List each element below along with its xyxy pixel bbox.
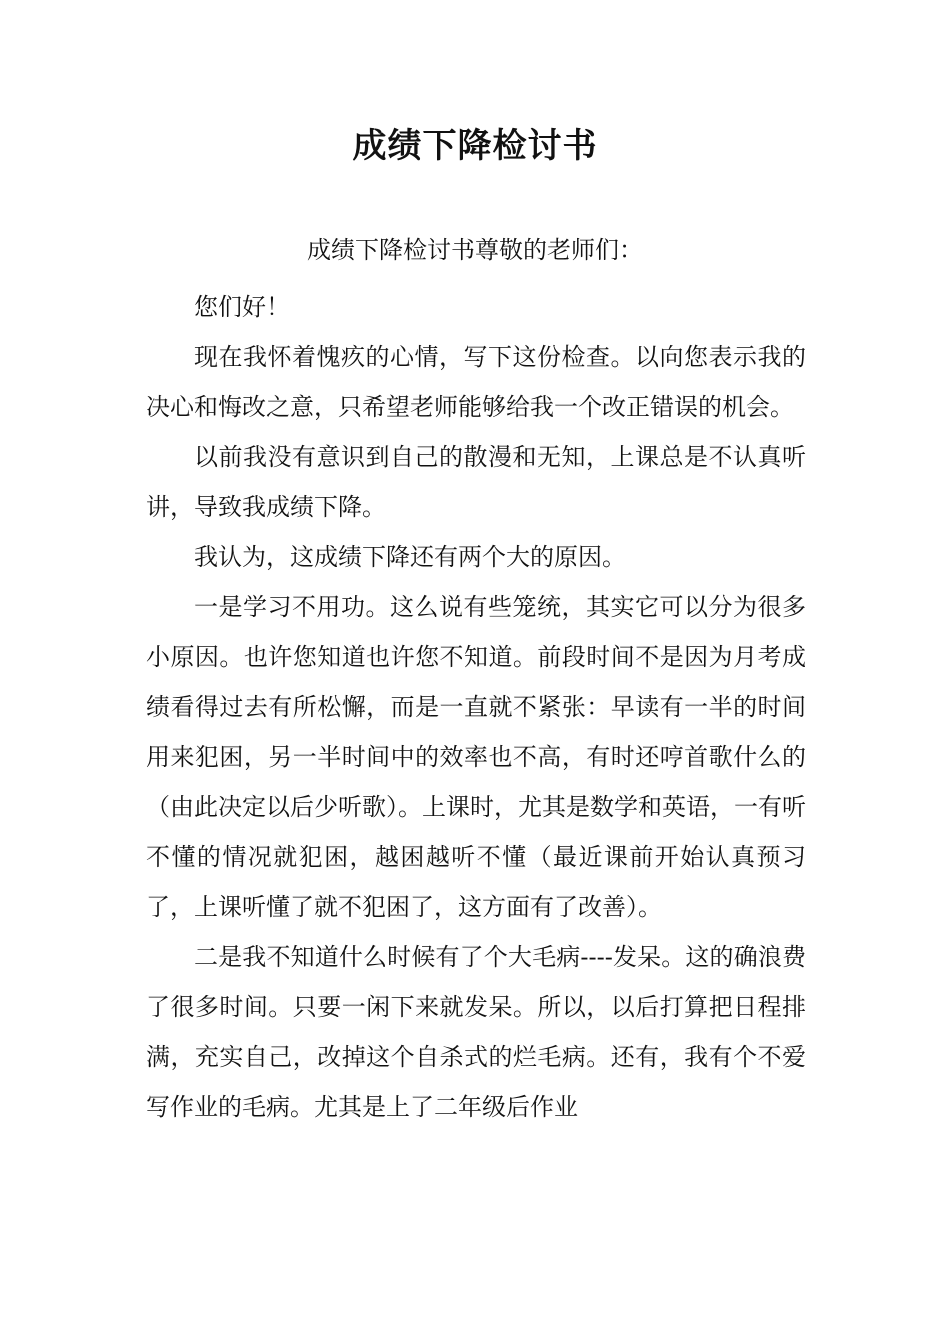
document-subtitle: 成绩下降检讨书尊敬的老师们： — [307, 236, 643, 264]
document-title: 成绩下降检讨书 — [352, 126, 598, 166]
paragraph: 一是学习不用功。这么说有些笼统，其实它可以分为很多小原因。也许您知道也许您不知道。前段时间不是因为月考成绩看得过去有所松懈，而是一直就不紧张：早读有一半的时间用来犯困，另一半时间中的效率也不高，有时还哼首歌什么的（由此决定以后少听歌）。上课时，尤其是数学和英语，一有听不懂的情况就犯困，越困越听不懂（最近课前开始认真预习了，上课听懂了就不犯困了，这方面有了改善）。 — [146, 593, 806, 921]
paragraph: 现在我怀着愧疚的心情，写下这份检查。以向您表示我的决心和悔改之意，只希望老师能够给我一个改正错误的机会。 — [146, 343, 806, 421]
document-body — [146, 282, 806, 1132]
paragraph: 二是我不知道什么时候有了个大毛病----发呆。这的确浪费了很多时间。只要一闲下来就发呆。所以，以后打算把日程排满，充实自己，改掉这个自杀式的烂毛病。还有，我有个不爱写作业的毛病。尤其是上了二年级后作业 — [146, 943, 806, 1121]
paragraph-greeting: 您们好！ — [194, 293, 290, 321]
paragraph: 我认为，这成绩下降还有两个大的原因。 — [194, 543, 626, 571]
paragraph: 以前我没有意识到自己的散漫和无知，上课总是不认真听讲，导致我成绩下降。 — [146, 443, 806, 521]
